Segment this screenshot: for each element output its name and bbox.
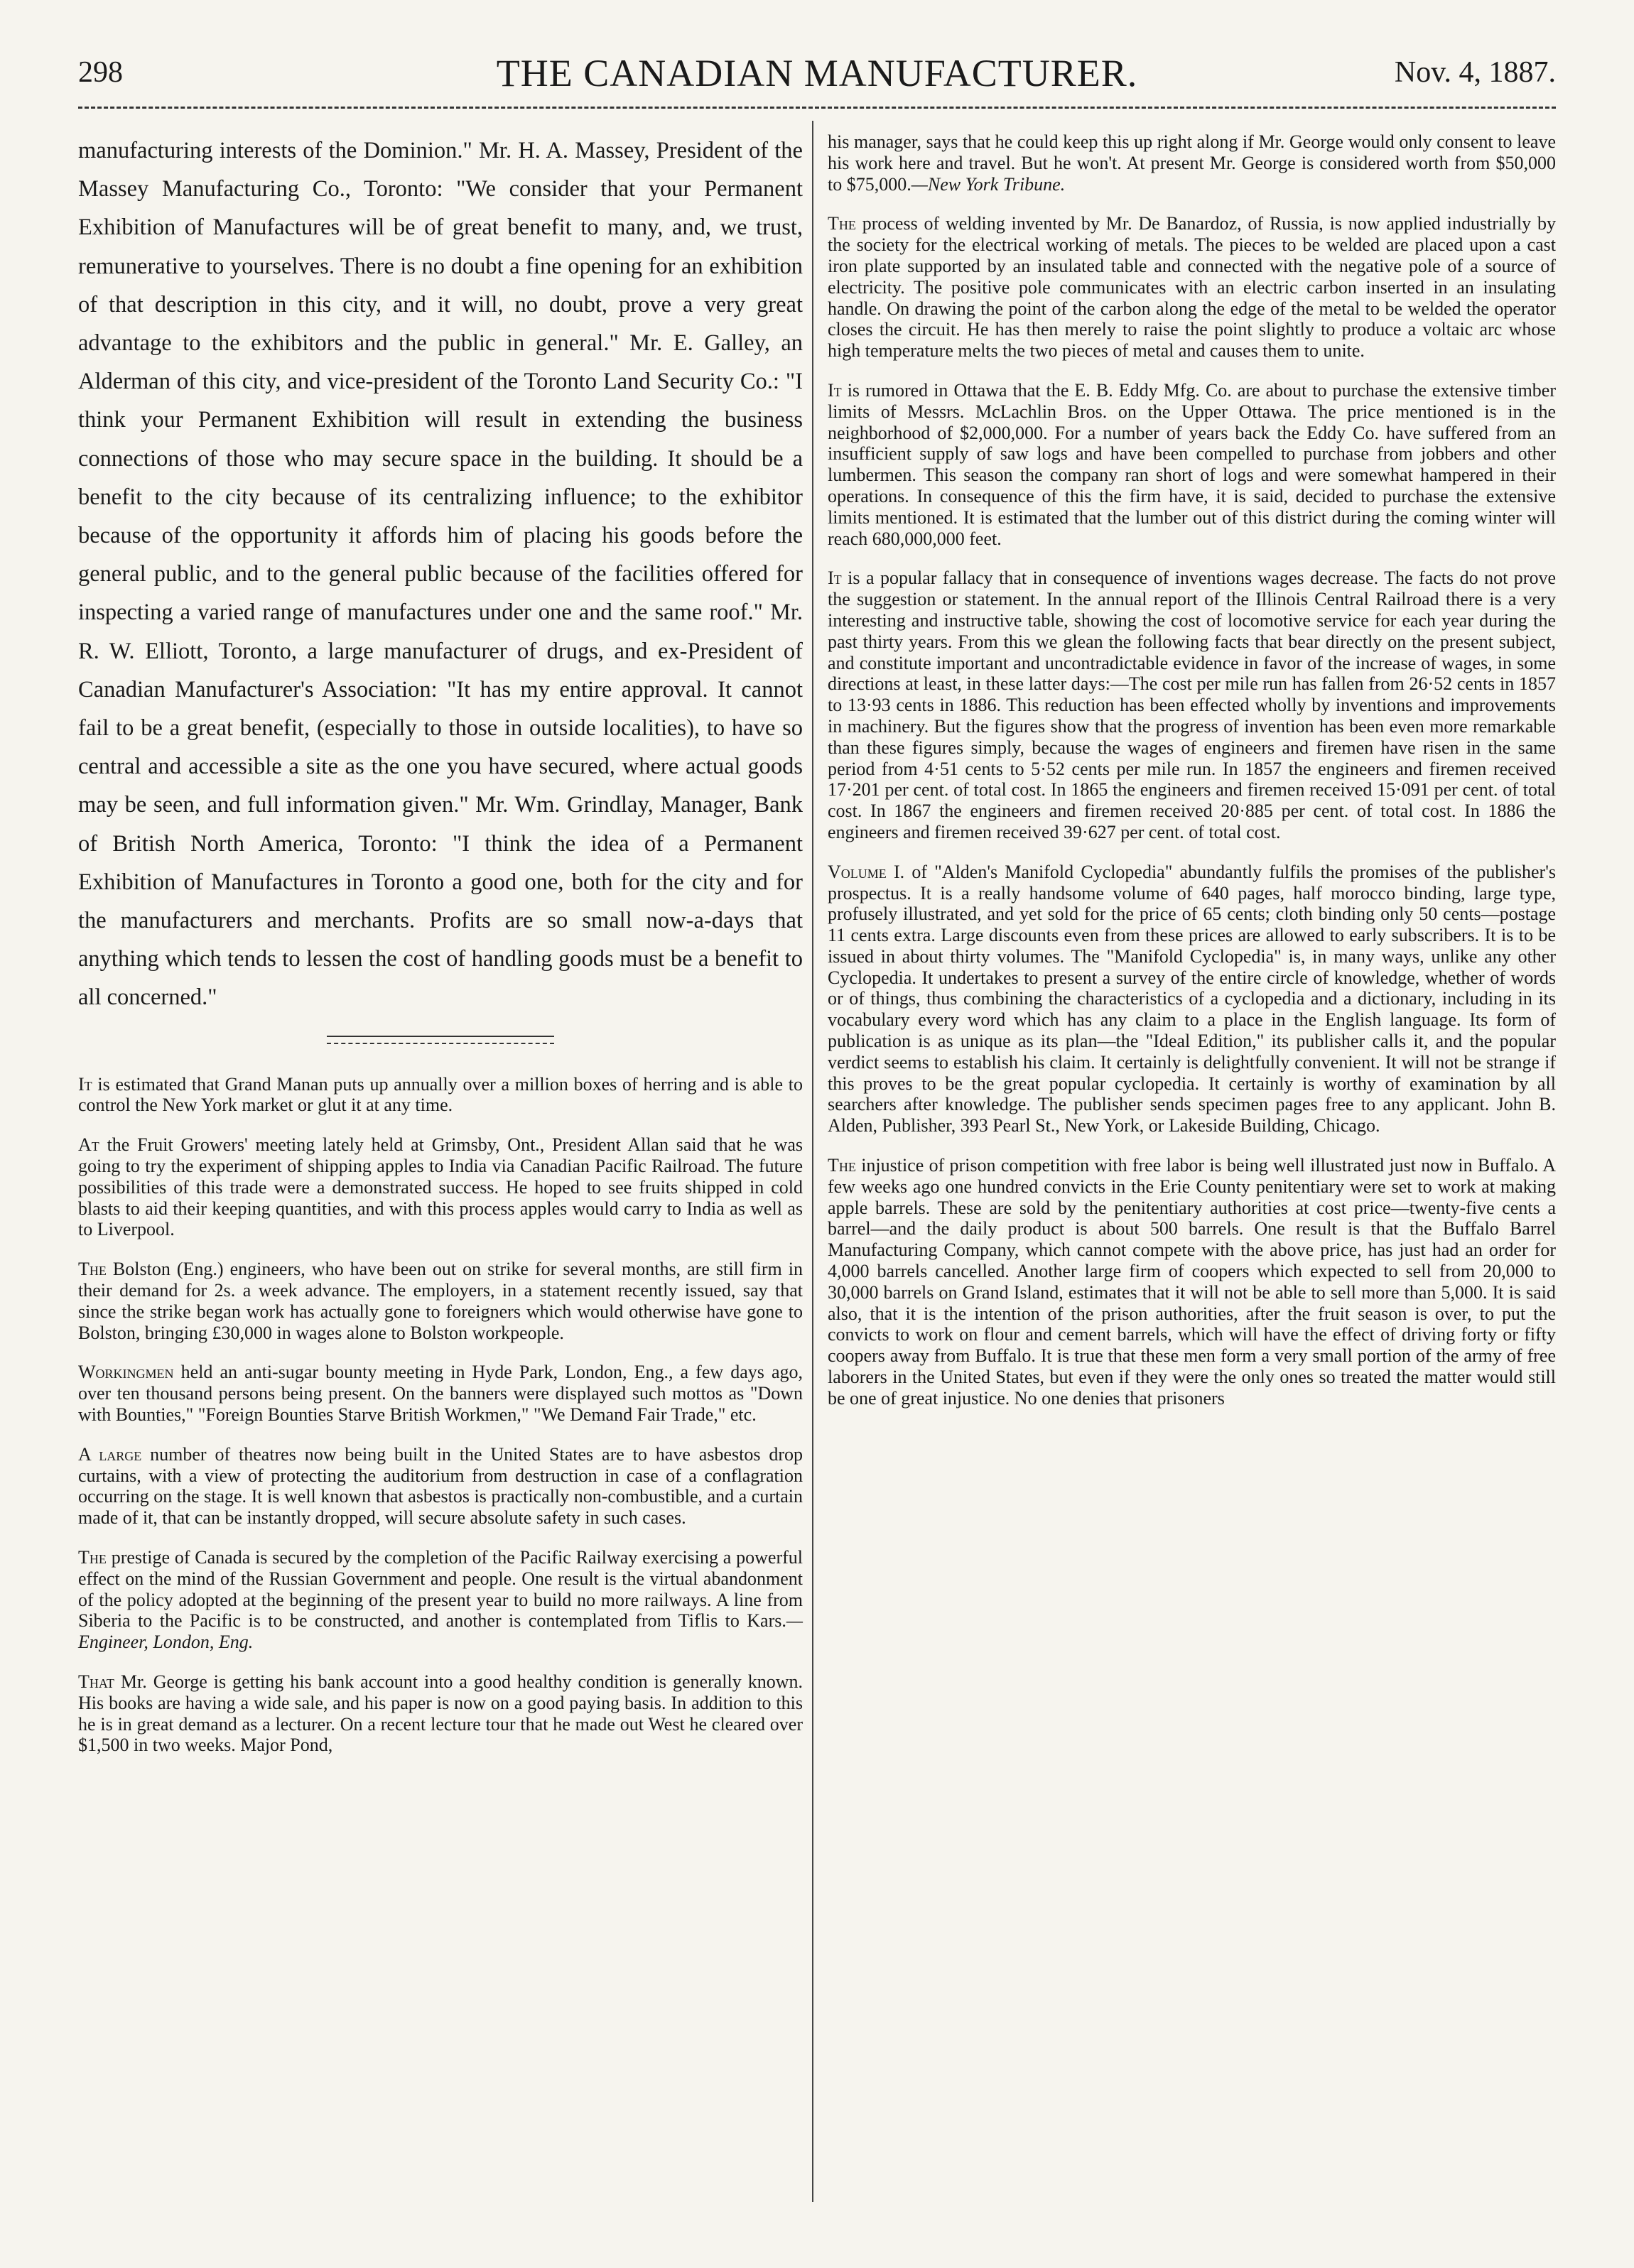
page-number: 298 bbox=[78, 56, 123, 89]
article-pacific-railway bbox=[78, 1547, 803, 1653]
header-rule bbox=[78, 107, 1556, 109]
article-body: his manager, says that he could keep this up right along if Mr. George would only consent to leave his work here and travel. But he won't. At present Mr. George is considered worth from $50,000 to $75,000. bbox=[828, 131, 1556, 195]
article-body: Bolston (Eng.) engineers, who have been out on strike for several months, are still firm in their demand for 2s. a week advance. The employers, in a statement recently issued, say that since the strike began work has actually gone to foreigners which would otherwise have gone to Bolston, bringing £30,000 in wages alone to Bolston workpeople. bbox=[78, 1259, 803, 1343]
article-lead: At bbox=[78, 1134, 99, 1156]
issue-date: Nov. 4, 1887. bbox=[1394, 56, 1556, 89]
article-source: —Engineer, London, Eng. bbox=[78, 1610, 803, 1653]
article-electric-welding bbox=[828, 213, 1556, 362]
article-body: injustice of prison competition with free labor is being well illustrated just now in Buffalo. A few weeks ago one hundred convicts in the Erie County penitentiary were set to work at making apple barrels. These are sold by the penitentiary authorities at cost price—twenty-five cents a barrel—and the daily product is about 500 barrels. One result is that the Buffalo Barrel Manufacturing Company, which cannot compete with the above price, has just had an order for 4,000 barrels cancelled. Another large firm of coopers which expected to sell from 20,000 to 30,000 barrels on Grand Island, estimates that it will not be able to sell more than 5,000. It is said also, that it is the intention of the prison authorities, after the fruit season is over, to put the convicts to work on flour and cement barrels, which will have the effect of driving forty or fifty coopers away from Buffalo. It is true that these men form a very small portion of the army of free laborers in the United States, but even if they were the only ones so treated the matter would still be one of great injustice. No one denies that prisoners bbox=[828, 1155, 1556, 1409]
article-inventions-wages bbox=[828, 568, 1556, 842]
article-lead: Workingmen bbox=[78, 1362, 174, 1383]
article-alden-cyclopedia bbox=[828, 862, 1556, 1136]
article-lead: The bbox=[828, 1155, 856, 1176]
article-source: —New York Tribune. bbox=[911, 173, 1066, 195]
masthead-title: THE CANADIAN MANUFACTURER. bbox=[496, 52, 1138, 94]
testimonial-paragraph: manufacturing interests of the Dominion." Mr. H. A. Massey, President of the Massey Manufacturing Co., Toronto: "We consider that your Permanent Exhibition of Manufactures will be of great benefit to many, and, we trust, remunerative to yourselves. There is no doubt a fine opening for an exhibition of that description in this city, and it will, no doubt, prove a very great advantage to the exhibitors and the public in general." Mr. E. Galley, an Alderman of this city, and vice-president of the Toronto Land Security Co.: "I think your Permanent Exhibition will result in extending the business connections of those who may secure space in the building. It should be a benefit to the city because of its centralizing influence; to the exhibitor because of the opportunity it affords him of placing his goods before the general public, and to the general public because of the facilities offered for inspecting a varied range of manufactures under one and the same roof." Mr. R. W. Elliott, Toronto, a large manufacturer of drugs, and ex-President of Canadian Manufacturer's Association: "It has my entire approval. It cannot fail to be a great benefit, (especially to those in outside localities), to have so central and accessible a site as the one you have secured, where actual goods may be seen, and full information given." Mr. Wm. Grindlay, Manager, Bank of British North America, Toronto: "I think the idea of a Permanent Exhibition of Manufactures in Toronto a good one, both for the city and for the manufacturers and merchants. Profits are so small now-a-days that anything which tends to lessen the cost of handling goods must be a benefit to all concerned." bbox=[78, 138, 803, 1011]
article-lead: Volume bbox=[828, 861, 887, 882]
article-body: Mr. George is getting his bank account into a good healthy condition is generally known. His books are having a wide sale, and his paper is now on a good paying basis. In addition to this he is in great demand as a lecturer. On a recent lecture tour that he made out West he cleared over $1,500 in two weeks. Major Pond, bbox=[78, 1671, 803, 1756]
article-lead: It bbox=[78, 1073, 92, 1095]
page-header bbox=[78, 43, 1556, 107]
article-lead: It bbox=[828, 379, 842, 401]
article-body: process of welding invented by Mr. De Banardoz, of Russia, is now applied industrially by the society for the electrical working of metals. The pieces to be welded are placed upon a cast iron plate supported by an insulated table and connected with the negative pole of a source of electricity. The positive pole communicates with an electric carbon inserted in an insulating handle. On drawing the point of the carbon along the edge of the metal to be welded the operator closes the circuit. He has then merely to raise the point slightly to produce a voltaic arc whose high temperature melts the two pieces of metal and causes them to unite. bbox=[828, 213, 1556, 362]
article-eddy-timber bbox=[828, 380, 1556, 549]
article-lead: That bbox=[78, 1671, 114, 1692]
article-fruit-growers bbox=[78, 1134, 803, 1240]
article-body: is rumored in Ottawa that the E. B. Eddy Mfg. Co. are about to purchase the extensive timber limits of Messrs. McLachlin Bros. on the Upper Ottawa. The price mentioned is in the neighborhood of $2,000,000. For a number of years back the Eddy Co. have suffered from an insufficient supply of saw logs and have been compelled to purchase from jobbers and other lumbermen. This season the company ran short of logs and were somewhat hampered in their operations. In consequence of this the firm have, it is said, decided to purchase the extensive limits mentioned. It is estimated that the lumber out of this district during the coming winter will reach 680,000,000 feet. bbox=[828, 379, 1556, 549]
article-body: prestige of Canada is secured by the completion of the Pacific Railway exercising a powerful effect on the mind of the Russian Government and people. One result is the virtual abandonment of the policy adopted at the beginning of the present year to build no more railways. A line from Siberia to the Pacific is to be constructed, and another is contemplated from Tiflis to Kars. bbox=[78, 1547, 803, 1632]
article-grand-manan bbox=[78, 1074, 803, 1117]
article-bolston-strike bbox=[78, 1259, 803, 1343]
article-asbestos-curtains bbox=[78, 1444, 803, 1529]
article-anti-sugar-bounty bbox=[78, 1362, 803, 1425]
article-lead: The bbox=[78, 1547, 107, 1568]
article-lead: The bbox=[78, 1259, 107, 1280]
article-body: held an anti-sugar bounty meeting in Hyde Park, London, Eng., a few days ago, over ten thousand persons being present. On the banners were displayed such mottos as "Down with Bounties," "Foreign Bounties Starve British Workmen," "We Demand Fair Trade," etc. bbox=[78, 1362, 803, 1426]
article-body: is estimated that Grand Manan puts up annually over a million boxes of herring and is able to control the New York market or glut it at any time. bbox=[78, 1073, 803, 1116]
article-lead: A large bbox=[78, 1443, 142, 1465]
column-rule bbox=[812, 121, 813, 2202]
right-column bbox=[828, 131, 1556, 1428]
article-prison-labor bbox=[828, 1155, 1556, 1409]
article-body: number of theatres now being built in the United States are to have asbestos drop curtains, with a view of protecting the auditorium from destruction in case of a conflagration occurring on the stage. It is well known that asbestos is practically non-combustible, and a curtain made of it, that can be instantly dropped, will secure absolute safety in such cases. bbox=[78, 1443, 803, 1529]
article-body: the Fruit Growers' meeting lately held at Grimsby, Ont., President Allan said that he was going to try the experiment of shipping apples to India via Canadian Pacific Railroad. The future possibilities of this trade were a demonstrated success. He hoped to see fruits shipped in cold blasts to aid their keeping quantities, and with this process apples would carry to India as well as to Liverpool. bbox=[78, 1134, 803, 1240]
section-divider bbox=[327, 1036, 554, 1044]
article-mr-george-continued bbox=[828, 131, 1556, 195]
article-lead: It bbox=[828, 568, 842, 589]
article-body: is a popular fallacy that in consequence of inventions wages decrease. The facts do not prove the suggestion or statement. In the annual report of the Illinois Central Railroad there is a very interesting and instructive table, showing the cost of locomotive service for each year during the past thirty years. From this we glean the following facts that bear directly on the present subject, and constitute important and uncontradictable evidence in favor of the increase of wages, in some directions at least, in these latter days:—The cost per mile run has fallen from 26·52 cents in 1857 to 13·93 cents in 1886. This reduction has been effected wholly by inventions and improvements in machinery. But the figures show that the progress of invention has been even more remarkable than these figures simply, because the wages of engineers and firemen have risen in the same period from 4·51 cents to 5·52 cents per mile run. In 1857 the engineers and firemen received 17·201 per cent. of total cost. In 1865 the engineers and firemen received 15·091 per cent. of total cost. In 1867 the engineers and firemen received 20·885 per cent. of total cost. In 1886 the engineers and firemen received 39·627 per cent. of total cost. bbox=[828, 568, 1556, 842]
article-lead: The bbox=[828, 213, 856, 234]
left-column bbox=[78, 131, 803, 1774]
article-mr-george bbox=[78, 1671, 803, 1756]
article-body: I. of "Alden's Manifold Cyclopedia" abundantly fulfils the promises of the publisher's prospectus. It is a really handsome volume of 640 pages, half morocco binding, large type, profusely illustrated, and yet sold for the price of 65 cents; cloth binding only 50 cents—postage 11 cents extra. Large discounts even from these prices are allowed to early subscribers. It is to be issued in about thirty volumes. The "Manifold Cyclopedia" is, in many ways, unlike any other Cyclopedia. It undertakes to present a survey of the entire circle of knowledge, whether of words or of things, thus combining the characteristics of a cyclopedia and a dictionary, including in its vocabulary every word which has any claim to a place in the English language. Its form of publication is as unique as its plan—the "Ideal Edition," its publisher calls it, and the popular verdict seems to establish his claim. It certainly is delightfully convenient. It will not be strange if this proves to be the great popular cyclopedia. It certainly is worthy of examination by all searchers after knowledge. The publisher sends specimen pages free to any applicant. John B. Alden, Publisher, 393 Pearl St., New York, or Lakeside Building, Chicago. bbox=[828, 861, 1556, 1136]
